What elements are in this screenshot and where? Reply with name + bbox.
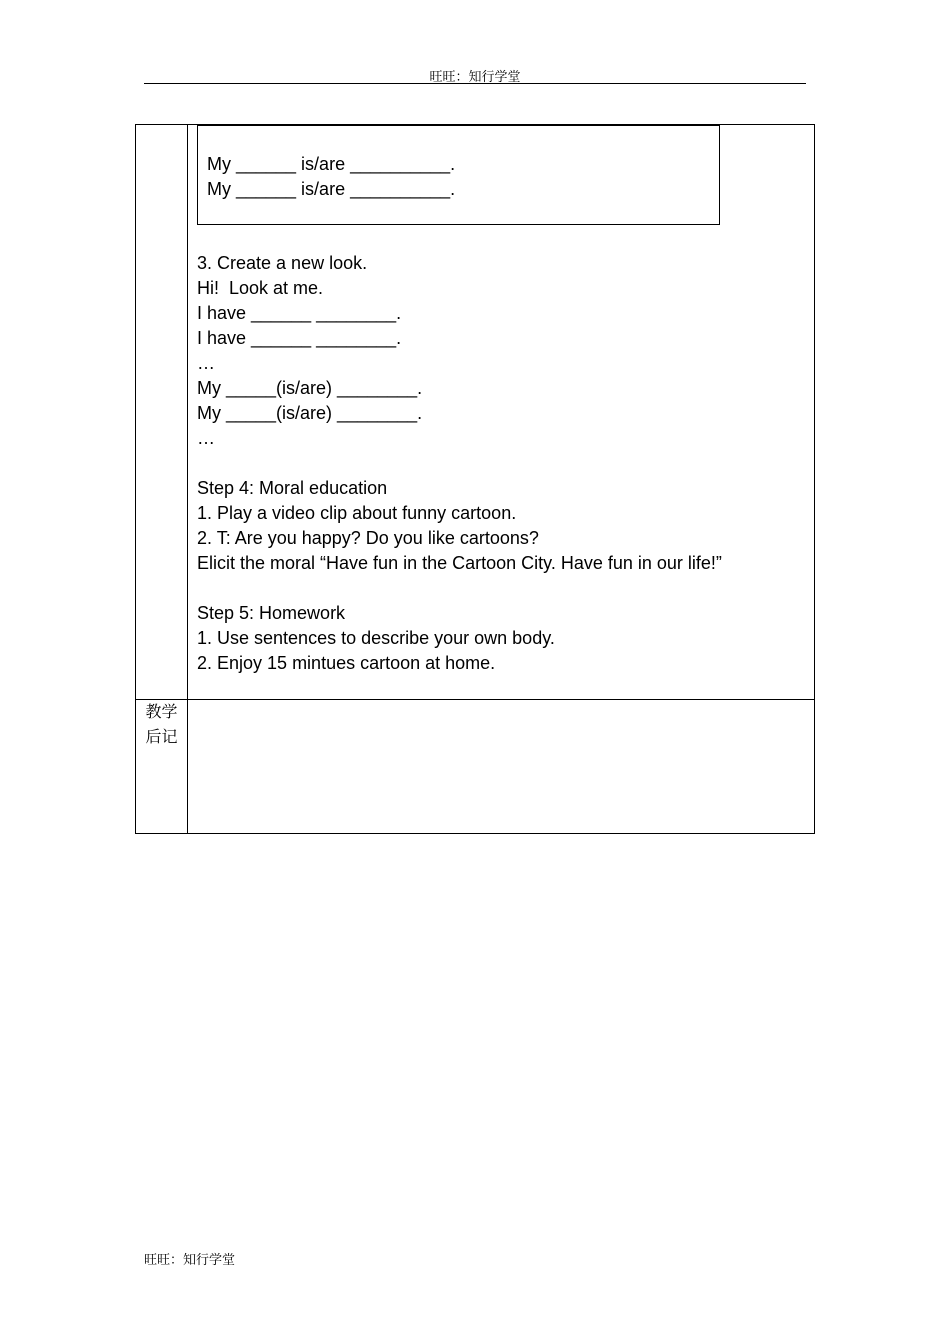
header-divider [144,83,806,84]
step4-line: 2. T: Are you happy? Do you like cartoons? [197,528,539,548]
activity3-line: I have ______ ________. [197,303,402,323]
activity3-line: Hi! Look at me. [197,278,324,298]
step4-line: Elicit the moral “Have fun in the Cartoon City. Have fun in our life!” [197,553,722,573]
sentence-frame-line: My ______ is/are __________. [207,179,456,199]
procedure-body-cell [188,125,815,700]
activity3-line: My _____(is/are) ________. [197,378,423,398]
notes-label-line2: 后记 [145,729,178,746]
spacer [197,576,722,601]
page-header: 旺旺：知行学堂 [429,70,521,85]
sentence-frame-lines [207,152,455,202]
activity3-line: My _____(is/are) ________. [197,403,423,423]
sentence-frame-box [197,125,720,225]
activity3-line: I have ______ ________. [197,328,402,348]
notes-label-line1: 教学 [145,704,178,721]
page-footer: 旺旺：知行学堂 [144,1253,236,1268]
activity3-title: 3. Create a new look. [197,253,368,273]
activity3-line: … [197,428,215,448]
step4-line: 1. Play a video clip about funny cartoon. [197,503,517,523]
procedure-label-cell [136,125,188,700]
lesson-plan-table [135,124,815,834]
notes-body-cell [188,700,815,834]
spacer [197,451,722,476]
procedure-content [197,251,722,676]
step5-title: Step 5: Homework [197,603,346,623]
activity3-line: … [197,353,215,373]
sentence-frame-line: My ______ is/are __________. [207,154,456,174]
step4-title: Step 4: Moral education [197,478,388,498]
procedure-row [136,125,815,700]
step5-line: 2. Enjoy 15 mintues cartoon at home. [197,653,496,673]
notes-row [136,700,815,834]
step5-line: 1. Use sentences to describe your own body. [197,628,555,648]
notes-label-cell [136,700,188,834]
